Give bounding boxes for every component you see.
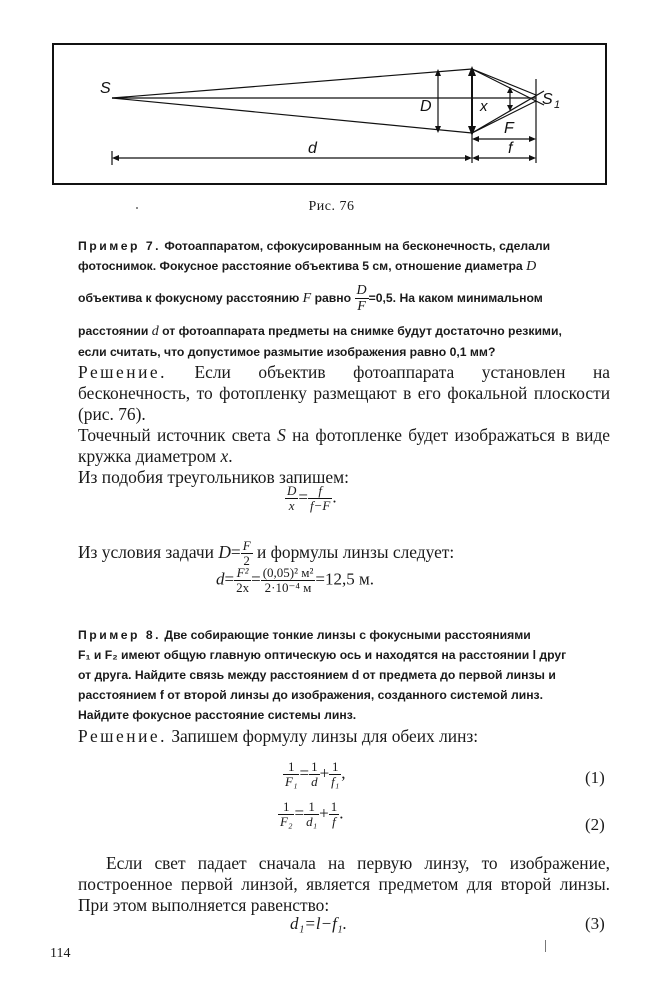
- equation-1-number: (1): [585, 768, 605, 787]
- solution-7-p2: Точечный источник света S на фотопленке будет изображаться в виде кружка диаметром x.: [78, 425, 611, 466]
- figure-caption: Рис. 76: [308, 199, 355, 214]
- ray-top-converge: [472, 69, 536, 95]
- example-8-line4: расстоянием f от второй линзы до изображения, созданного системой линз.: [78, 688, 543, 702]
- example-8-line5: Найдите фокусное расстояние системы линз.: [78, 708, 357, 722]
- label-d: d: [308, 140, 317, 157]
- example-7: [78, 236, 610, 362]
- page-number: 114: [50, 946, 71, 961]
- example-7-line2: фотоснимок. Фокусное расстояние объектива 5 см, отношение диаметра D: [78, 259, 537, 274]
- example-7-line4: расстоянии d от фотоаппарата предметы на снимке будут достаточно резкими,: [78, 323, 562, 339]
- example-8-line2: F₁ и F₂ имеют общую главную оптическую ось и находятся на расстоянии l друг: [78, 648, 567, 662]
- equation-2-number: (2): [585, 815, 605, 834]
- example-7-line1: Пример 7. Фотоаппаратом, сфокусированным на бесконечность, сделали: [78, 239, 551, 253]
- example-8: [78, 625, 610, 725]
- solution-8-p1: Решение. Запишем формулу линзы для обеих линз:: [78, 726, 479, 746]
- label-F: F: [504, 120, 514, 137]
- label-D: D: [420, 98, 432, 115]
- formula-result: d= $\frac{\text{F²}}{2x}$ = $\frac{\text{(0,05)² м²}}{\text{2·10⁻⁴ м}}$ =12,5 м.: [216, 565, 374, 596]
- example-7-line5: если считать, что допустимое размытие изображения равно 0,1 мм?: [78, 344, 496, 359]
- example-8-line1: Пример 8. Две собирающие тонкие линзы с фокусными расстояниями: [78, 628, 531, 642]
- margin-mark: [545, 940, 546, 952]
- label-S1: S: [542, 91, 553, 108]
- solution-8-p2: Если свет падает сначала на первую линзу, то изображение, построенное первой линзой, является предметом для второй линзы. При этом выполняется равенство:: [78, 853, 610, 915]
- example-7-line3: объектива к фокусному расстоянию F равно $\frac{D}{F}$ =0,5. На каком минимальном: [78, 283, 543, 315]
- equation-3-number: (3): [585, 914, 605, 933]
- solution-7-p1: Решение. Если объектив фотоаппарата установлен на бесконечность, то фотопленку размещают в его фокальной плоскости (рис. 76).: [78, 362, 610, 424]
- ray-top: [112, 69, 472, 98]
- label-S: S: [100, 80, 111, 97]
- label-x: x: [480, 98, 488, 115]
- solution-7-p4: Из условия задачи D= $\frac{F}{2}$ и формулы линзы следует:: [78, 538, 455, 569]
- label-S1-sub: 1: [554, 99, 561, 111]
- equation-1: $\frac{1}{\text{F₁}}$ = $\frac{1}{d}$ + $\frac{1}{\text{f₁}}$ ,: [285, 759, 346, 790]
- solution-7-p3: Из подобия треугольников запишем:: [78, 467, 349, 487]
- example-8-line3: от друга. Найдите связь между расстоянием d от предмета до первой линзы и: [78, 668, 556, 682]
- lens-diagram: [52, 43, 607, 185]
- equation-2: $\frac{1}{\text{F₂}}$ = $\frac{1}{\text{d₁}}$ + $\frac{1}{f}$ .: [280, 799, 344, 830]
- label-f: f: [508, 140, 513, 157]
- ray-bottom: [112, 98, 472, 133]
- formula-similarity: $\frac{D}{x}$ = $\frac{f}{f-F}$ .: [287, 483, 337, 514]
- speck: [136, 207, 138, 209]
- equation-3: d₁=l−f₁.: [290, 914, 347, 933]
